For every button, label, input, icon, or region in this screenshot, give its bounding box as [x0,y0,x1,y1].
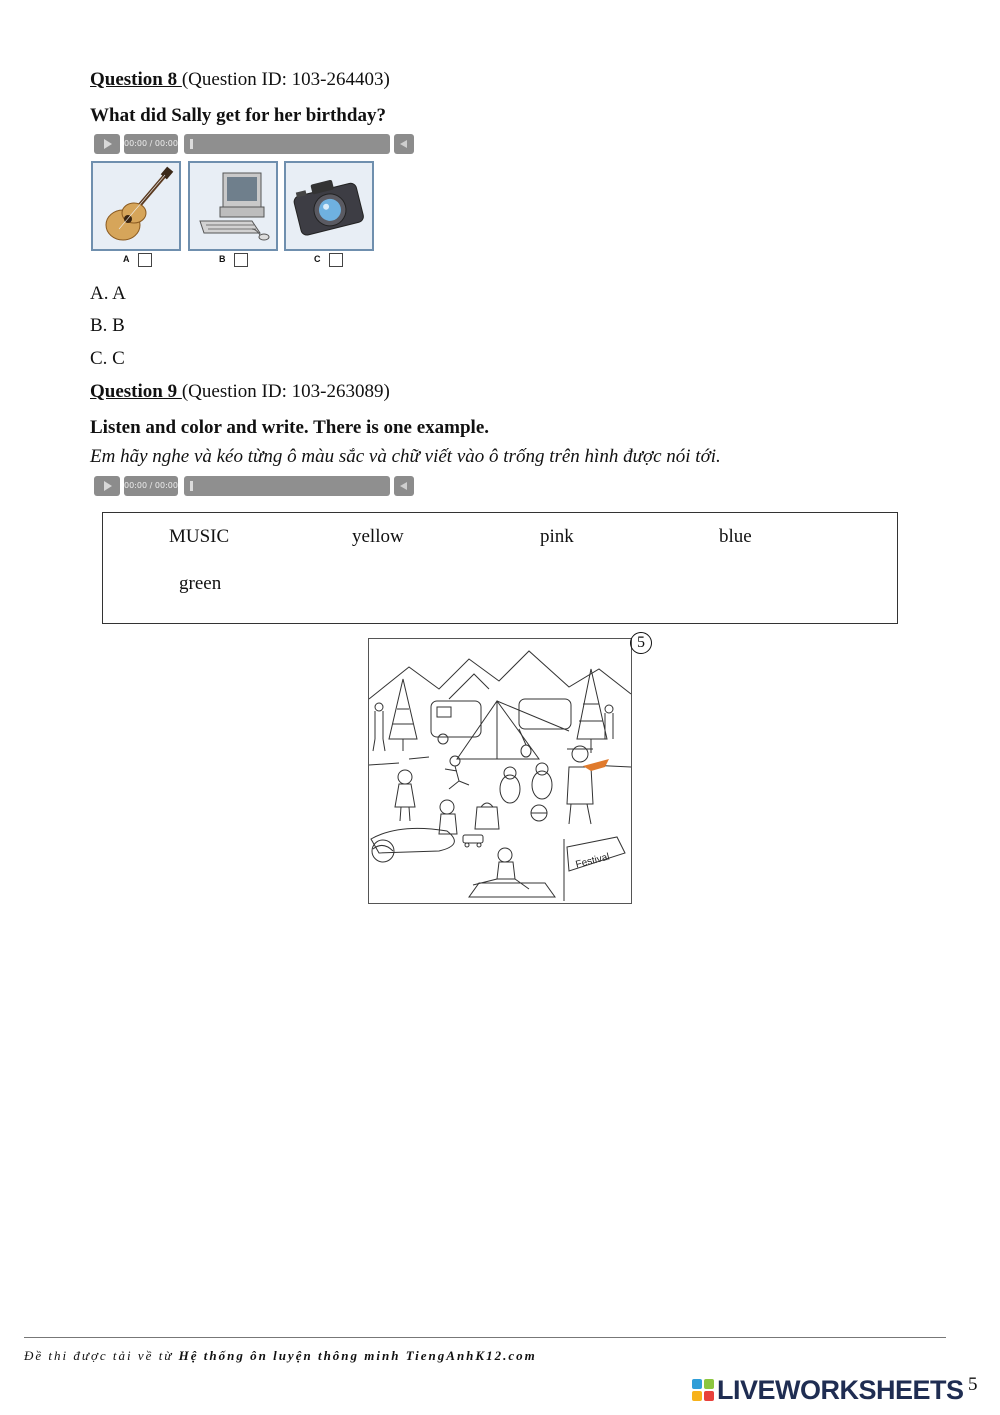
choice-c-image [284,161,374,251]
computer-icon [190,163,276,249]
word-pink[interactable]: pink [540,526,574,547]
question-9-instruction: Listen and color and write. There is one example. [90,417,489,438]
word-bank [102,512,898,624]
question-9-instruction-vi: Em hãy nghe và kéo từng ô màu sắc và chữ viết vào ô trống trên hình được nói tới. [90,446,721,467]
question-8-header [90,69,390,91]
progress-track[interactable] [184,134,390,154]
audio-player[interactable] [92,133,414,155]
question-9-header [90,381,390,403]
picture-choices [90,158,376,274]
scene-marker: 5 [630,632,652,654]
time-display: 00:00 / 00:00 [124,134,178,154]
word-green[interactable]: green [179,573,222,594]
time-display: 00:00 / 00:00 [124,476,178,496]
choice-b-image [188,161,278,251]
logo-grid-icon [692,1379,714,1401]
choice-b-checkbox[interactable] [234,253,248,267]
liveworksheets-logo [692,1375,964,1405]
footer-divider [24,1337,946,1338]
festival-camp-illustration [369,639,631,903]
word-music[interactable]: MUSIC [169,526,230,547]
word-yellow[interactable]: yellow [352,526,404,547]
logo-text: LIVEWORKSHEETS [717,1375,964,1405]
question-number: Question 9 [90,381,182,402]
volume-button[interactable] [394,134,414,154]
option-b[interactable]: B. B [90,315,125,336]
question-id: (Question ID: 103-263089) [181,381,390,402]
choice-a-image [91,161,181,251]
play-button[interactable] [94,476,120,496]
footer-source: Hệ thống ôn luyện thông minh TiengAnhK12.com [178,1348,537,1363]
option-a[interactable]: A. A [90,283,126,304]
play-button[interactable] [94,134,120,154]
audio-player[interactable] [92,475,414,497]
camera-icon [286,163,372,249]
scarf-mark [583,759,609,771]
guitar-icon [93,163,179,249]
question-number: Question 8 [90,69,182,90]
coloring-scene [368,638,632,904]
choice-b-label: B [219,254,226,264]
festival-sign: Festival [574,851,611,871]
question-8-prompt: What did Sally get for her birthday? [90,105,386,126]
question-id: (Question ID: 103-264403) [181,69,390,90]
volume-button[interactable] [394,476,414,496]
page-number: 5 [968,1374,978,1395]
progress-track[interactable] [184,476,390,496]
word-blue[interactable]: blue [719,526,752,547]
option-c[interactable]: C. C [90,348,125,369]
choice-c-label: C [314,254,321,264]
choice-c-checkbox[interactable] [329,253,343,267]
footer-prefix: Đề thi được tải về từ [24,1348,179,1363]
choice-a-label: A [123,254,130,264]
footer-text [24,1348,537,1364]
choice-a-checkbox[interactable] [138,253,152,267]
